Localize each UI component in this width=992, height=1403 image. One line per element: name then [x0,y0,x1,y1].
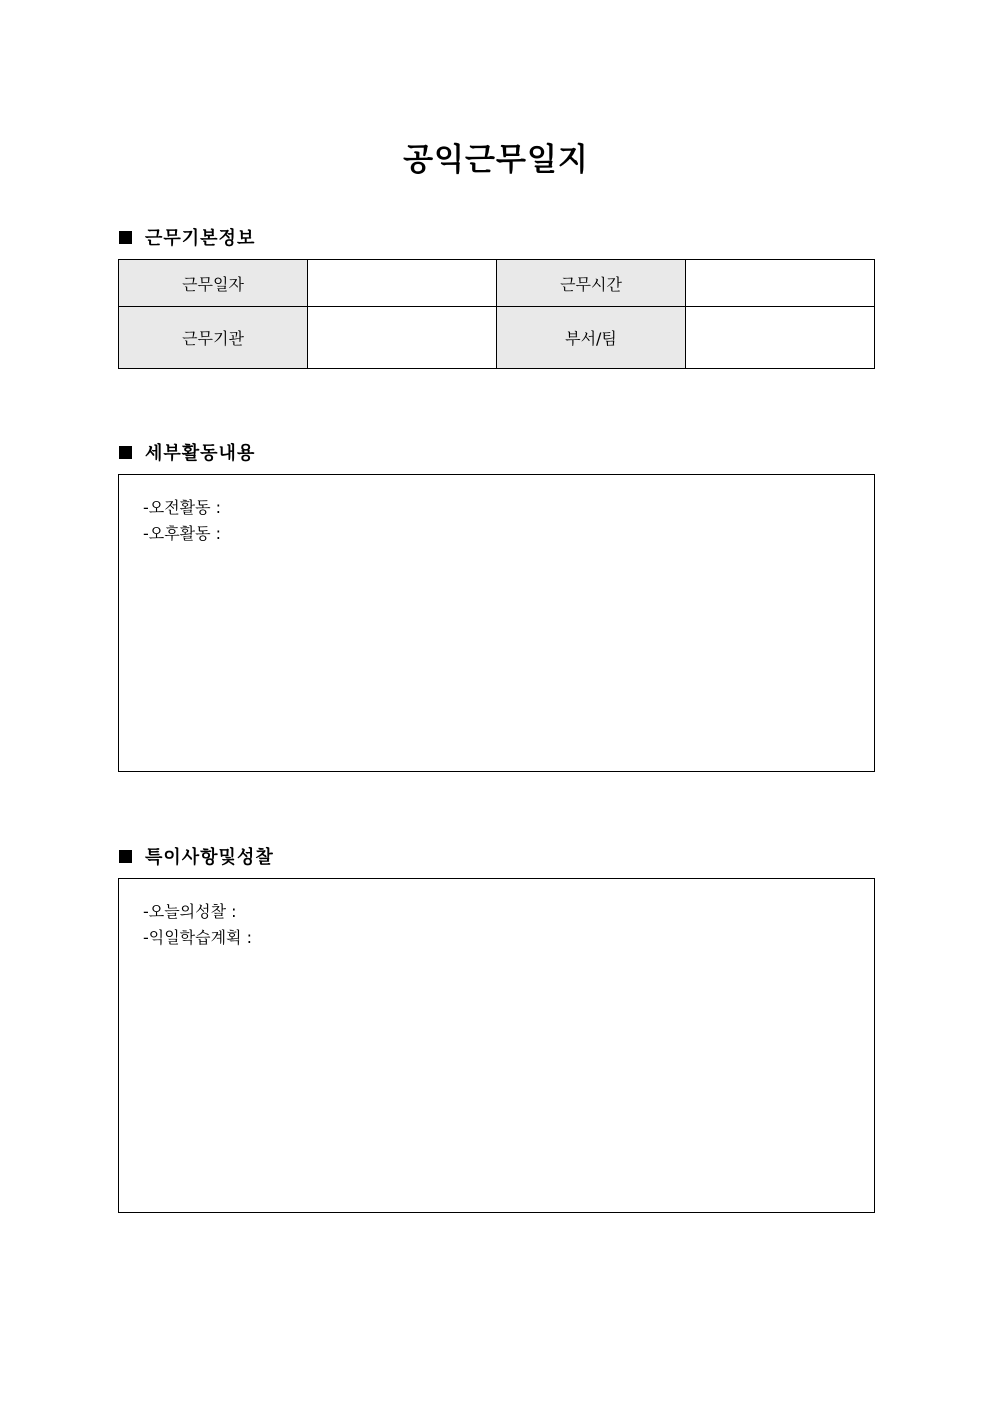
section-heading-reflection [119,843,274,869]
activities-box[interactable] [118,474,875,772]
section-heading-label: 특이사항및성찰 [145,847,274,868]
page-title: 공익근무일지 [403,142,589,178]
work-time-label: 근무시간 [497,260,686,307]
work-date-field[interactable] [308,260,497,307]
institution-label: 근무기관 [119,307,308,369]
section-heading-label: 세부활동내용 [145,443,256,464]
work-date-label: 근무일자 [119,260,308,307]
section-heading-basic-info [119,224,255,250]
basic-info-table [118,259,875,369]
work-time-field[interactable] [686,260,875,307]
department-label: 부서/팀 [497,307,686,369]
square-bullet-icon [119,446,132,459]
department-field[interactable] [686,307,875,369]
institution-field[interactable] [308,307,497,369]
today-reflection-line: -오늘의성찰 : [143,902,237,921]
afternoon-activity-line: -오후활동 : [143,524,222,543]
reflection-box[interactable] [118,878,875,1213]
square-bullet-icon [119,231,132,244]
morning-activity-line: -오전활동 : [143,498,222,517]
square-bullet-icon [119,850,132,863]
section-heading-activities [119,439,255,465]
table-row [119,260,875,307]
section-heading-label: 근무기본정보 [145,228,256,249]
table-row [119,307,875,369]
next-day-plan-line: -익일학습계획 : [143,928,252,947]
